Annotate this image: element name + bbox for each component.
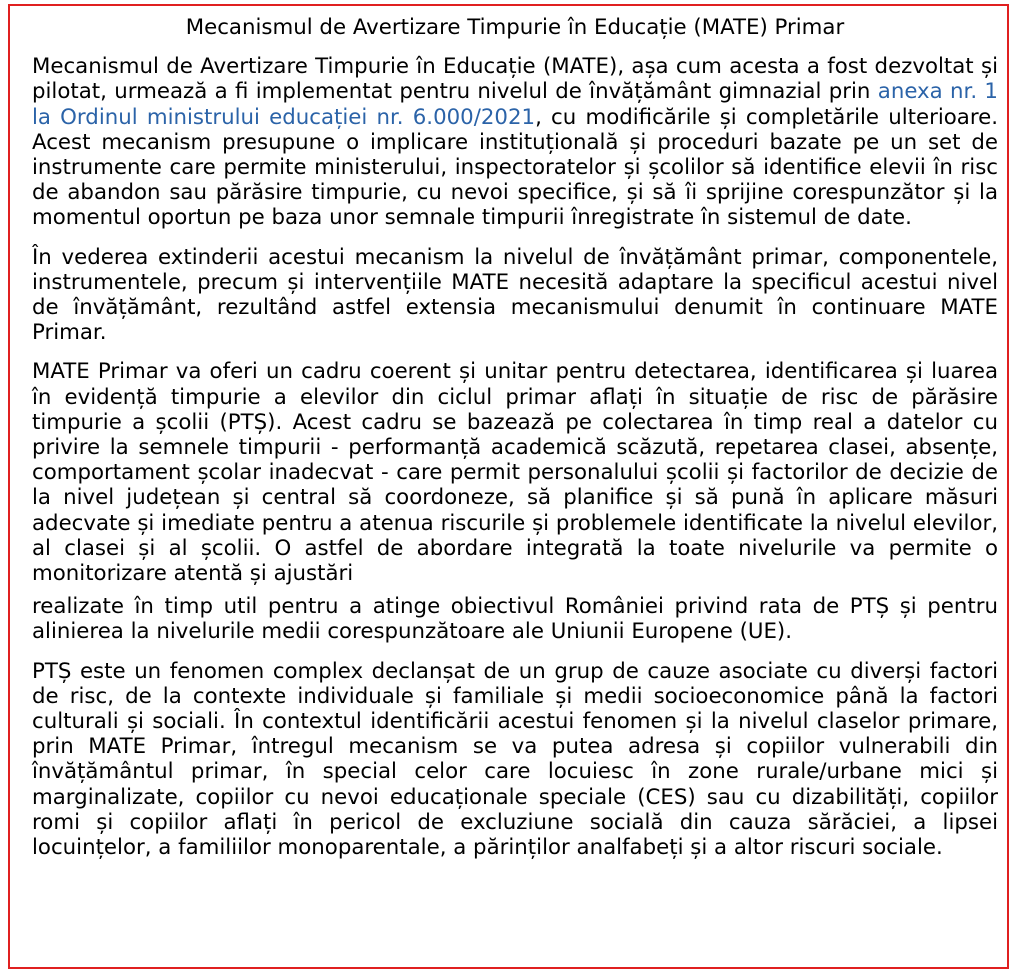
paragraph-1-text-before: Mecanismul de Avertizare Timpurie în Educație (MATE), așa cum acesta a fost dezvoltat și pilotat, urmează a fi implementat pentru nivelul de învățământ gimnazial prin bbox=[32, 54, 998, 105]
paragraph-4: realizate în timp util pentru a atinge obiectivul României privind rata de PTȘ și pentru alinierea la nivelurile medii corespunzătoare ale Uniunii Europene (UE). bbox=[32, 594, 998, 645]
paragraph-1 bbox=[32, 54, 998, 230]
paragraph-2: În vederea extinderii acestui mecanism la nivelul de învățământ primar, componentele, instrumentele, precum și intervențiile MATE necesită adaptare la specificul acestui nivel de învățământ, rezultând astfel extensia mecanismului denumit în continuare MATE Primar. bbox=[32, 244, 998, 346]
document-title: Mecanismul de Avertizare Timpurie în Educație (MATE) Primar bbox=[185, 15, 845, 40]
document-content bbox=[32, 15, 998, 874]
ordin-link[interactable]: anexa nr. 1 la Ordinul ministrului educației nr. 6.000/2021 bbox=[32, 79, 998, 130]
paragraph-1-text-after: , cu modificările și completările ulterioare. Acest mecanism presupune o implicare instituțională și proceduri bazate pe un set de instrumente care permite ministerului, inspectoratelor și școlilor să identifice elevii în risc de abandon sau părăsire timpurie, cu nevoi specifice, și să îi sprijine corespunzător și la momentul oportun pe baza unor semnale timpurii înregistrate în sistemul de date. bbox=[32, 104, 998, 231]
document-frame bbox=[8, 4, 1009, 969]
paragraph-3: MATE Primar va oferi un cadru coerent și unitar pentru detectarea, identificarea și luarea în evidență timpurie a elevilor din ciclul primar aflați în situație de risc de părăsire timpurie a școlii (PTȘ). Acest cadru se bazează pe colectarea în timp real a datelor cu privire la semnele timpurii - performanță academică scăzută, repetarea clasei, absențe, comportament școlar inadecvat - care permit personalului școlii și factorilor de decizie de la nivel județean și central să coordoneze, să planifice și să pună în aplicare măsuri adecvate și imediate pentru a atenua riscurile și problemele identificate la nivelul elevilor, al clasei și al școlii. O astfel de abordare integrată la toate nivelurile va permite o monitorizare atentă și ajustări bbox=[32, 359, 998, 587]
paragraph-5: PTȘ este un fenomen complex declanșat de un grup de cauze asociate cu diverși factori de risc, de la contexte individuale și familiale și medii socioeconomice până la factori culturali și sociali. În contextul identificării acestui fenomen și la nivelul claselor primare, prin MATE Primar, întregul mecanism se va putea adresa și copiilor vulnerabili din învățământul primar, în special celor care locuiesc în zone rurale/urbane mici și marginalizate, copiilor cu nevoi educaționale speciale (CES) sau cu dizabilități, copiilor romi și copiilor aflați în pericol de excluziune socială din cauza sărăciei, a lipsei locuințelor, a familiilor monoparentale, a părinților analfabeți și a altor riscuri sociale. bbox=[32, 658, 998, 861]
